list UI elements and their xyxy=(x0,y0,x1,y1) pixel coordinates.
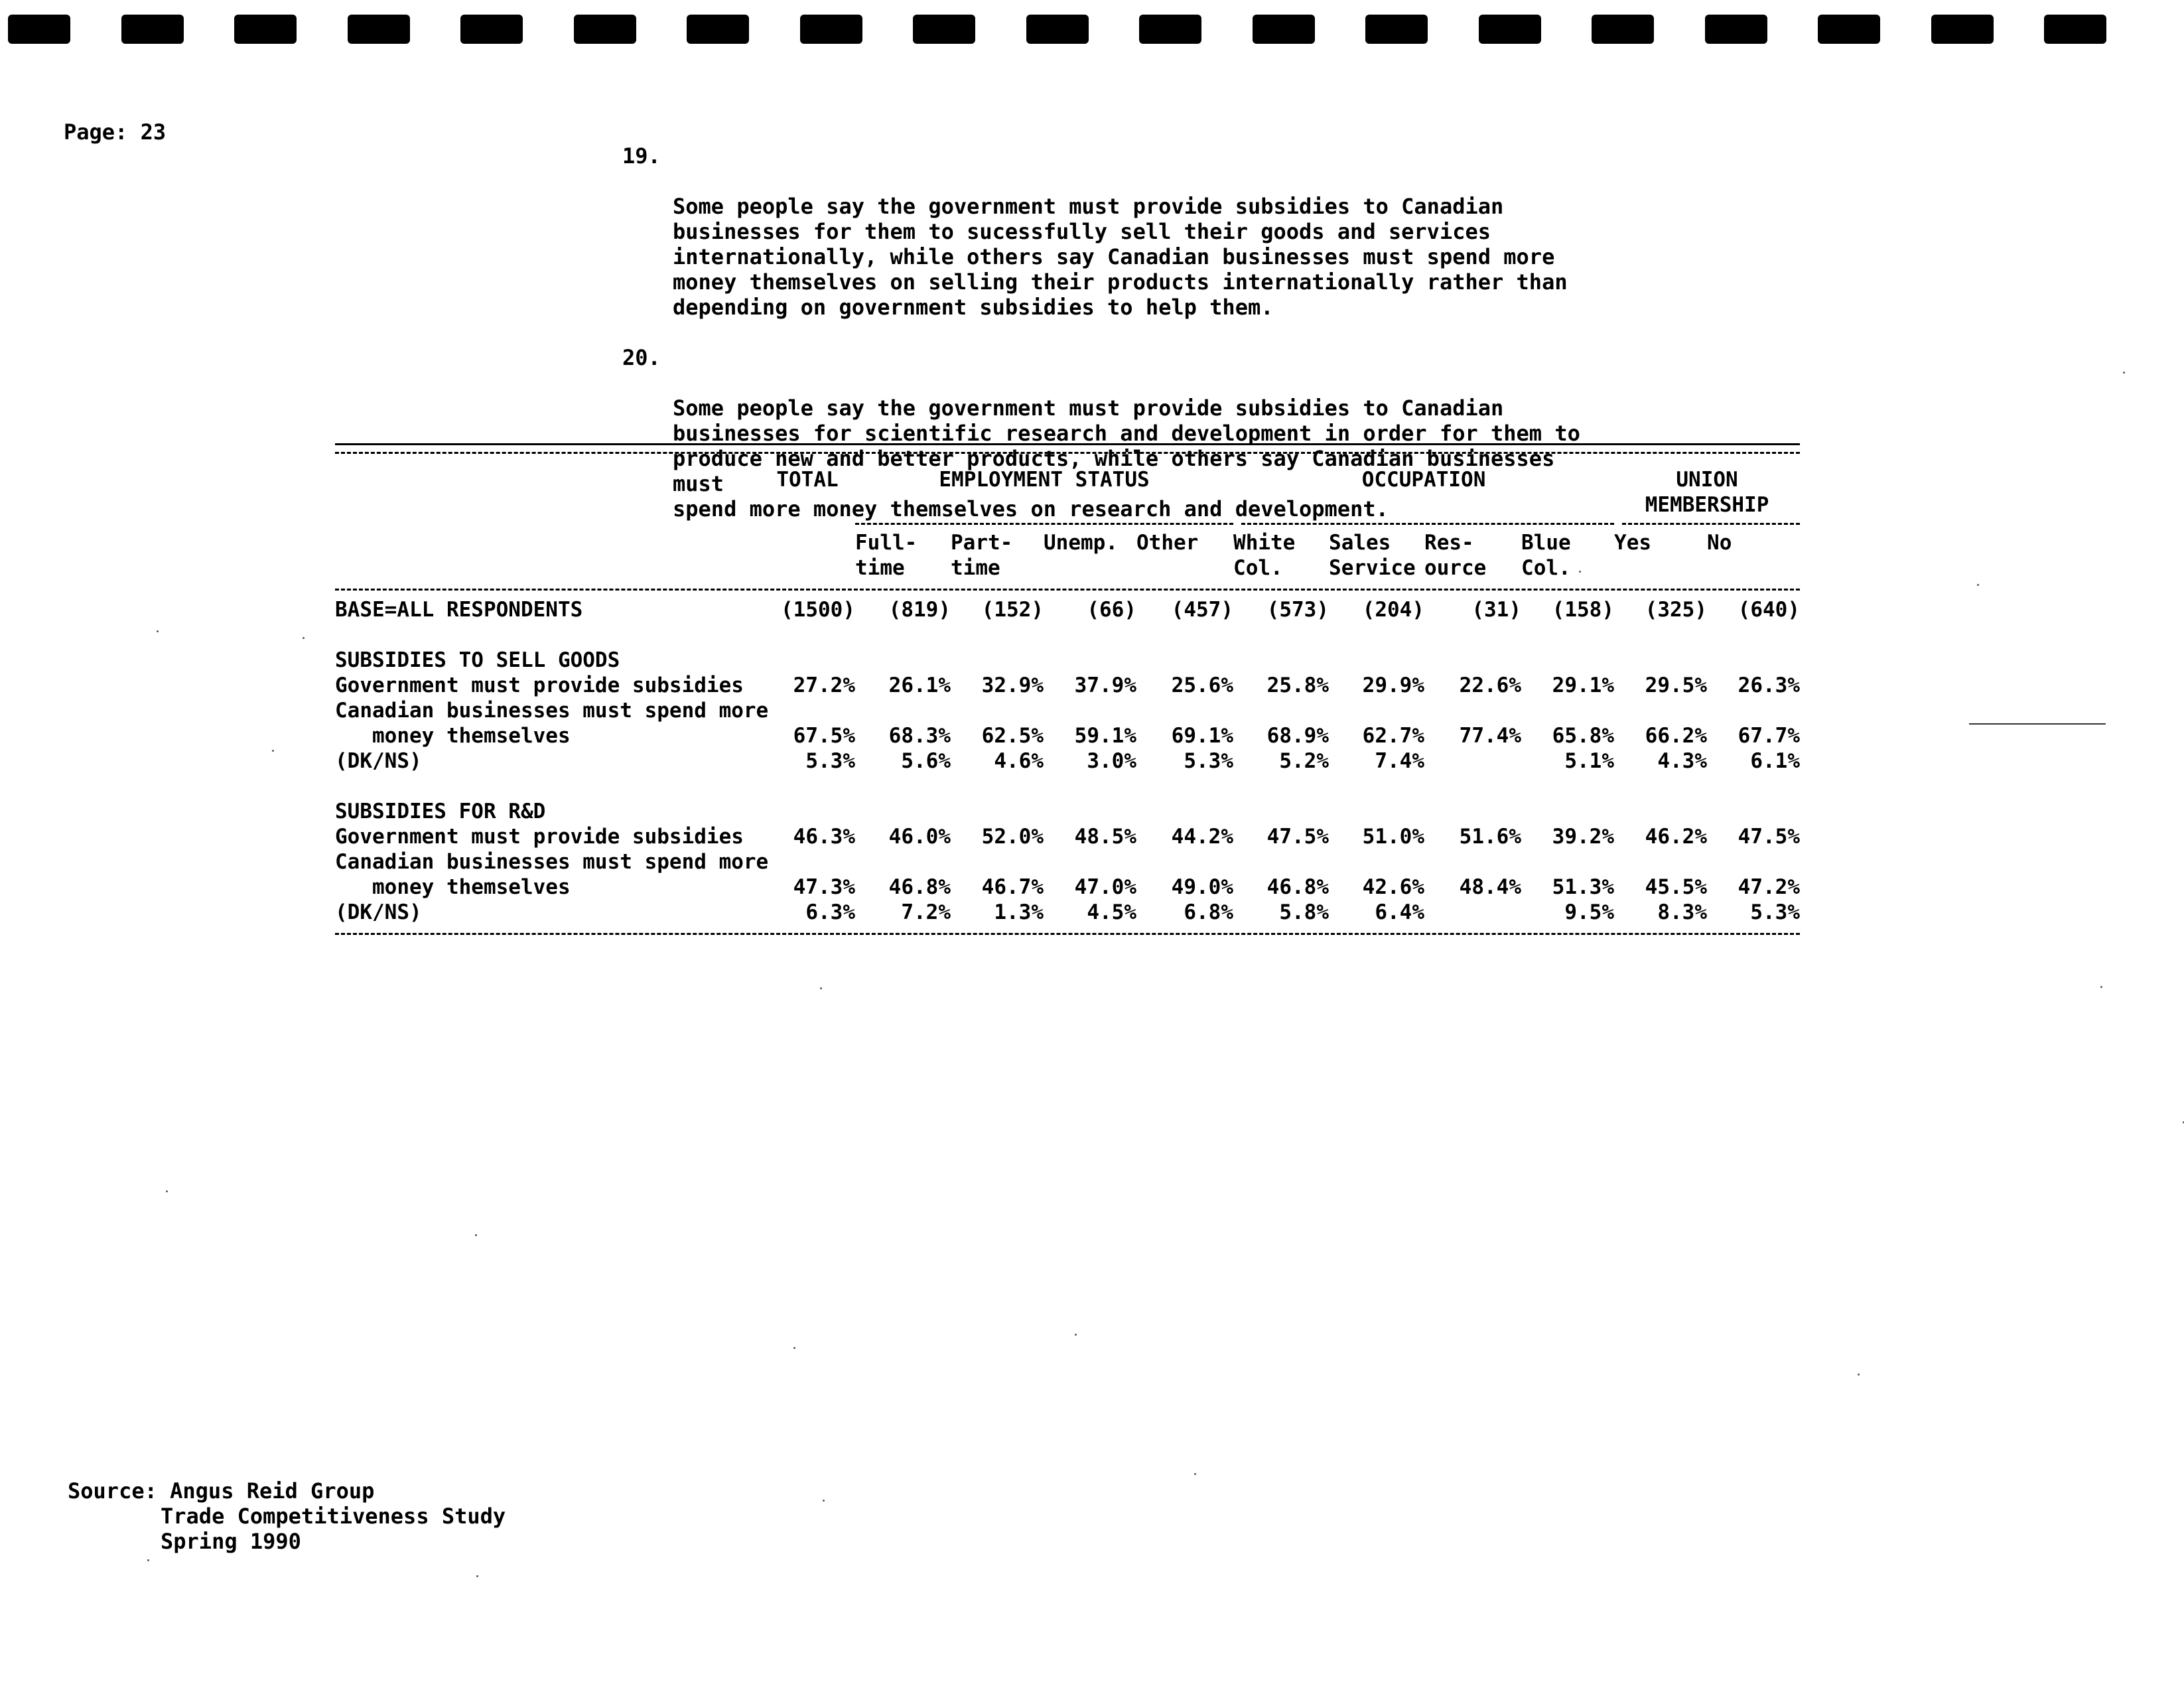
table-row xyxy=(335,875,1800,900)
table-top-rule xyxy=(335,443,1800,445)
cell-value: 77.4% xyxy=(1459,724,1521,748)
column-header: Yes xyxy=(1614,531,1652,555)
scan-speck xyxy=(793,1347,795,1349)
source-note xyxy=(68,1478,506,1554)
cell-value: 6.8% xyxy=(1184,900,1233,924)
punch-hole xyxy=(1705,15,1767,44)
scan-speck xyxy=(272,750,274,752)
cell-value: 5.2% xyxy=(1279,749,1329,773)
cell-value: 69.1% xyxy=(1171,724,1233,748)
row-label: BASE=ALL RESPONDENTS xyxy=(335,598,583,622)
punch-hole xyxy=(2044,15,2106,44)
cell-value: 25.6% xyxy=(1171,673,1233,697)
cell-value: 22.6% xyxy=(1459,673,1521,697)
punch-hole xyxy=(1253,15,1315,44)
cell-value: 47.5% xyxy=(1738,825,1800,849)
cell-value: (31) xyxy=(1471,598,1521,622)
cell-value: 29.1% xyxy=(1552,673,1614,697)
cell-value: 65.8% xyxy=(1552,724,1614,748)
scan-speck xyxy=(820,987,822,989)
cell-value: 37.9% xyxy=(1074,673,1136,697)
punch-hole xyxy=(574,15,636,44)
cell-value: 39.2% xyxy=(1552,825,1614,849)
table-bottom-rule xyxy=(335,933,1800,935)
cell-value: 26.1% xyxy=(888,673,951,697)
punch-hole xyxy=(348,15,410,44)
cell-value: 46.7% xyxy=(981,875,1044,899)
cell-value xyxy=(1424,900,1521,925)
scan-speck xyxy=(823,1500,825,1502)
table-row xyxy=(335,723,1800,748)
table-row xyxy=(335,824,1800,849)
punch-hole xyxy=(460,15,523,44)
header-union-line1: UNION xyxy=(1676,468,1738,492)
cell-value: 47.3% xyxy=(793,875,855,899)
column-header: Sales xyxy=(1329,531,1391,555)
cell-value: 62.5% xyxy=(981,724,1044,748)
scan-speck xyxy=(475,1234,477,1236)
cell-value: 51.6% xyxy=(1459,825,1521,849)
cell-value: 4.6% xyxy=(994,749,1044,773)
row-label: (DK/NS) xyxy=(335,749,422,773)
table-header xyxy=(335,467,1800,581)
punch-hole xyxy=(1931,15,1994,44)
cell-value: (1500) xyxy=(781,598,855,622)
group-underline-union xyxy=(1622,523,1800,525)
scan-speck xyxy=(157,630,159,632)
column-header: Part- xyxy=(951,531,1013,555)
column-header: Unemp. xyxy=(1044,531,1118,555)
cell-value: 5.6% xyxy=(901,749,951,773)
punch-hole-strip xyxy=(0,15,2184,44)
cell-value: 3.0% xyxy=(1087,749,1136,773)
cell-value: 48.5% xyxy=(1074,825,1136,849)
scan-speck xyxy=(1075,1334,1077,1336)
cell-value: 8.3% xyxy=(1657,900,1707,924)
cell-value: 29.5% xyxy=(1645,673,1707,697)
question-text: Some people say the government must provide subsidies to Canadian businesses for scientific research and development in order for them to produce new and better products, while others say Canadian businesses must spend more money themselves on research and development. xyxy=(673,395,1580,522)
punch-hole xyxy=(1365,15,1428,44)
scan-speck xyxy=(1858,1373,1860,1375)
cell-value: 46.8% xyxy=(1266,875,1329,899)
group-underline-occupation xyxy=(1241,523,1614,525)
section-title-row xyxy=(335,799,1800,824)
column-header-line2: time xyxy=(951,556,1000,580)
cell-value: 46.8% xyxy=(888,875,951,899)
row-label-continued: money themselves xyxy=(372,724,571,748)
cell-value: (819) xyxy=(888,598,951,622)
column-header-line2: Col. xyxy=(1521,556,1571,580)
punch-hole xyxy=(1026,15,1089,44)
cell-value: 66.2% xyxy=(1645,724,1707,748)
column-header: Other xyxy=(1136,531,1199,555)
source-line: Trade Competitiveness Study xyxy=(161,1504,506,1529)
question-number: 20. xyxy=(622,345,661,370)
cell-value: 67.5% xyxy=(793,724,855,748)
cell-value: 26.3% xyxy=(1738,673,1800,697)
punch-hole xyxy=(1479,15,1541,44)
column-header: No xyxy=(1707,531,1732,555)
row-label-continued: money themselves xyxy=(372,875,571,899)
cell-value: 44.2% xyxy=(1171,825,1233,849)
row-label: (DK/NS) xyxy=(335,900,422,924)
column-header-line2: ource xyxy=(1424,556,1487,580)
cell-value: 5.1% xyxy=(1564,749,1614,773)
scan-speck xyxy=(147,1559,149,1561)
question-number: 19. xyxy=(622,143,661,169)
margin-mark xyxy=(1969,723,2106,725)
cell-value: 25.8% xyxy=(1266,673,1329,697)
scan-speck xyxy=(1579,571,1581,573)
punch-hole xyxy=(1818,15,1880,44)
cell-value: (640) xyxy=(1738,598,1800,622)
cell-value: 46.3% xyxy=(793,825,855,849)
cell-value: 46.2% xyxy=(1645,825,1707,849)
source-line: Source: Angus Reid Group xyxy=(68,1478,375,1504)
cell-value: (325) xyxy=(1645,598,1707,622)
cell-value: 7.4% xyxy=(1375,749,1424,773)
cell-value: (204) xyxy=(1362,598,1424,622)
column-header: White xyxy=(1233,531,1296,555)
column-header: Blue xyxy=(1521,531,1571,555)
punch-hole xyxy=(121,15,184,44)
header-total: TOTAL xyxy=(776,468,839,492)
page-number: Page: 23 xyxy=(64,119,167,145)
table-row xyxy=(335,849,1800,875)
group-underline-employment xyxy=(855,523,1233,525)
column-header-line2 xyxy=(1707,555,1800,581)
cell-value: 48.4% xyxy=(1459,875,1521,899)
scan-speck xyxy=(1194,1473,1196,1475)
scan-speck xyxy=(166,1190,168,1192)
header-occupation: OCCUPATION xyxy=(1361,468,1486,492)
cell-value: (158) xyxy=(1552,598,1614,622)
cell-value: 47.2% xyxy=(1738,875,1800,899)
column-header-line2 xyxy=(1136,555,1233,581)
column-header: Res- xyxy=(1424,531,1474,555)
crosstab-table xyxy=(335,443,1800,935)
punch-hole xyxy=(800,15,862,44)
cell-value: 27.2% xyxy=(793,673,855,697)
cell-value: 5.3% xyxy=(1184,749,1233,773)
cell-value: 49.0% xyxy=(1171,875,1233,899)
scan-speck xyxy=(1977,584,1979,586)
table-row xyxy=(335,698,1800,723)
cell-value: 6.3% xyxy=(805,900,855,924)
row-label: Government must provide subsidies xyxy=(335,825,744,849)
column-header-line2: Service xyxy=(1329,556,1416,580)
punch-hole xyxy=(913,15,975,44)
punch-hole xyxy=(1592,15,1654,44)
table-dash-rule xyxy=(335,452,1800,454)
scan-speck xyxy=(2123,372,2125,374)
header-employment-status: EMPLOYMENT STATUS xyxy=(939,468,1150,492)
cell-value: 9.5% xyxy=(1564,900,1614,924)
question-text: Some people say the government must provide subsidies to Canadian businesses for them to sucessfully sell their goods and services internationally, while others say Canadian businesses must spend more money themselves on selling their products internationally rather than depending on government subsidies to help them. xyxy=(673,194,1568,320)
cell-value: 47.0% xyxy=(1074,875,1136,899)
cell-value: 68.3% xyxy=(888,724,951,748)
cell-value: 6.4% xyxy=(1375,900,1424,924)
scan-speck xyxy=(2100,986,2102,988)
table-row xyxy=(335,748,1800,774)
column-header-line2 xyxy=(1614,555,1707,581)
column-header: Full- xyxy=(855,531,918,555)
cell-value: 46.0% xyxy=(888,825,951,849)
section-title-row xyxy=(335,648,1800,673)
cell-value: (573) xyxy=(1266,598,1329,622)
scan-speck xyxy=(303,637,305,639)
cell-value: (66) xyxy=(1087,598,1136,622)
cell-value: 29.9% xyxy=(1362,673,1424,697)
cell-value xyxy=(1424,748,1521,774)
header-union-line2: MEMBERSHIP xyxy=(1645,493,1769,517)
table-body xyxy=(335,597,1800,925)
cell-value: 42.6% xyxy=(1362,875,1424,899)
cell-value: 6.1% xyxy=(1750,749,1800,773)
punch-hole xyxy=(234,15,297,44)
cell-value: 7.2% xyxy=(901,900,951,924)
scan-speck xyxy=(476,1575,478,1577)
cell-value: 62.7% xyxy=(1362,724,1424,748)
cell-value: 45.5% xyxy=(1645,875,1707,899)
cell-value: (152) xyxy=(981,598,1044,622)
cell-value: (457) xyxy=(1171,598,1233,622)
punch-hole xyxy=(687,15,749,44)
header-bottom-rule xyxy=(335,589,1800,591)
column-header-line2: time xyxy=(855,556,905,580)
question-19 xyxy=(617,143,1586,320)
cell-value: 32.9% xyxy=(981,673,1044,697)
table-row xyxy=(335,900,1800,925)
cell-value: 51.0% xyxy=(1362,825,1424,849)
base-row xyxy=(335,597,1800,622)
section-title: SUBSIDIES FOR R&D xyxy=(335,800,546,823)
cell-value: 47.5% xyxy=(1266,825,1329,849)
row-label: Government must provide subsidies xyxy=(335,673,744,697)
row-label: Canadian businesses must spend more xyxy=(335,699,769,723)
row-label: Canadian businesses must spend more xyxy=(335,850,769,874)
table-row xyxy=(335,673,1800,698)
cell-value: 1.3% xyxy=(994,900,1044,924)
cell-value: 4.3% xyxy=(1657,749,1707,773)
section-title: SUBSIDIES TO SELL GOODS xyxy=(335,648,620,672)
cell-value: 67.7% xyxy=(1738,724,1800,748)
cell-value: 51.3% xyxy=(1552,875,1614,899)
cell-value: 5.3% xyxy=(1750,900,1800,924)
cell-value: 5.8% xyxy=(1279,900,1329,924)
cell-value: 4.5% xyxy=(1087,900,1136,924)
column-header-line2: Col. xyxy=(1233,556,1283,580)
cell-value: 59.1% xyxy=(1074,724,1136,748)
punch-hole xyxy=(8,15,70,44)
punch-hole xyxy=(1139,15,1201,44)
cell-value: 5.3% xyxy=(805,749,855,773)
cell-value: 68.9% xyxy=(1266,724,1329,748)
cell-value: 52.0% xyxy=(981,825,1044,849)
source-line: Spring 1990 xyxy=(161,1529,301,1554)
column-header-line2 xyxy=(1044,555,1136,581)
